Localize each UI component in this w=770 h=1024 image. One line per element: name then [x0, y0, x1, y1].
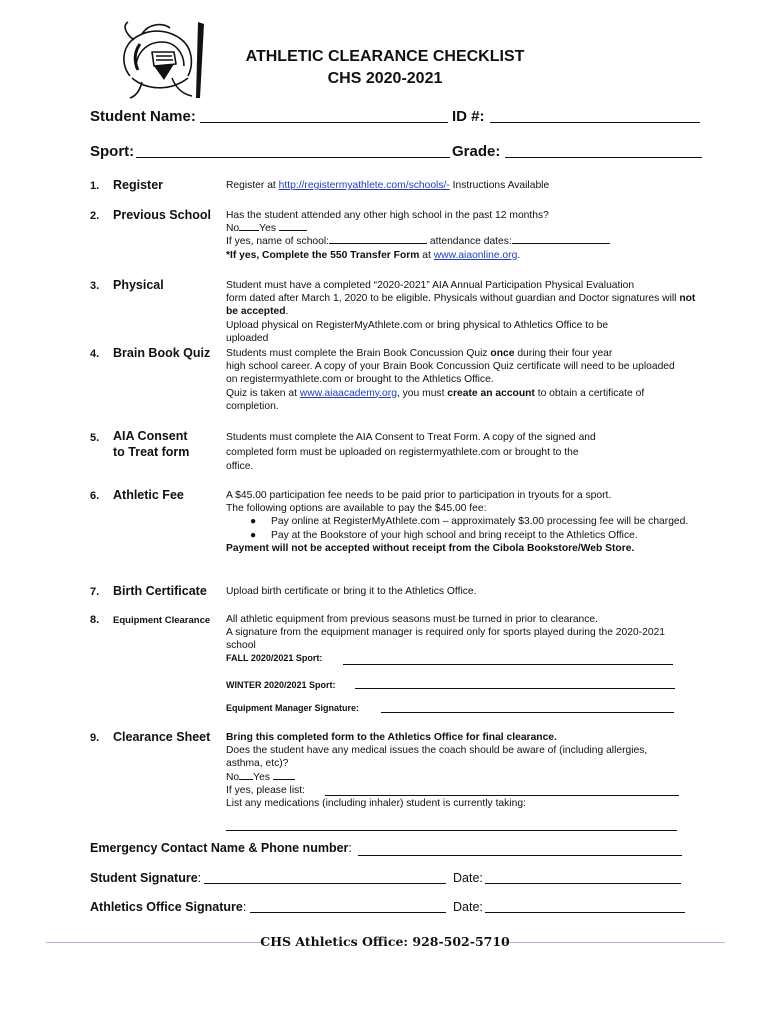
- item-number: 4.: [90, 348, 100, 360]
- student-signature-line[interactable]: [204, 883, 446, 884]
- emergency-contact-label: Emergency Contact Name & Phone number:: [90, 841, 352, 855]
- office-date-label: Date:: [453, 900, 483, 914]
- medications-line[interactable]: [226, 830, 677, 831]
- grade-label: Grade:: [452, 143, 501, 160]
- section-birth-certificate: Birth Certificate: [113, 584, 207, 598]
- student-date-line[interactable]: [485, 883, 681, 884]
- id-label: ID #:: [452, 108, 485, 125]
- school-name-blank[interactable]: [329, 243, 427, 244]
- student-name-label: Student Name:: [90, 108, 196, 125]
- winter-sport-line[interactable]: [355, 688, 675, 689]
- student-signature-label: Student Signature:: [90, 871, 202, 885]
- yes-blank[interactable]: [279, 230, 307, 231]
- id-line[interactable]: [490, 122, 700, 123]
- footer-office-phone: CHS Athletics Office: 928-502-5710: [260, 934, 510, 949]
- section-previous-school: Previous School: [113, 208, 211, 222]
- office-signature-line[interactable]: [250, 912, 446, 913]
- student-date-label: Date:: [453, 871, 483, 885]
- section-clearance-sheet: Clearance Sheet: [113, 730, 211, 744]
- item-number: 6.: [90, 490, 100, 502]
- section-athletic-fee: Athletic Fee: [113, 488, 184, 502]
- aia-consent-text: Students must complete the AIA Consent to Treat Form. A copy of the signed and completed form must be uploaded on registermyathlete.com or brought to the office.: [226, 432, 596, 472]
- equipment-text: All athletic equipment from previous seasons must be turned in prior to clearance. A signature from the equipment manager is required only for sports played during the 2020-2021 school: [226, 614, 666, 652]
- item-number: 7.: [90, 586, 100, 598]
- clearance-text: Bring this completed form to the Athletics Office for final clearance. Does the student have any medical issues the coach should be aware of (including allergies, asthma, etc)? No Yes If yes, please list: List any medications (including inhaler) student is currently taking:: [226, 732, 648, 810]
- register-text: Register at http://registermyathlete.com/schools/- Instructions Available: [226, 180, 550, 191]
- student-name-line[interactable]: [200, 122, 448, 123]
- athletic-fee-text: A $45.00 participation fee needs to be paid prior to participation in tryouts for a sport. The following options are available to pay the $45.00 fee: ● Pay online at RegisterMyAthlete.com – approximately $3.00 processing fee will be charged. ● Pay at the Bookstore of your high school and bring receipt to the Athletics Office. Payment will not be accepted without receipt from the Cibola Bookstore/Web Store.: [226, 490, 689, 554]
- item-number: 1.: [90, 180, 100, 192]
- brain-book-text: Students must complete the Brain Book Concussion Quiz once during their four year high school career. A copy of your Brain Book Concussion Quiz certificate will need to be uploaded on registermyathlete.com or brought to the Athletics Office. Quiz is taken at www.aiaacademy.org, you must create an account to obtain a certificate of completion.: [226, 348, 675, 412]
- medical-list-line[interactable]: [325, 795, 679, 796]
- form-subtitle: CHS 2020-2021: [327, 70, 443, 87]
- sport-label: Sport:: [90, 143, 135, 160]
- item-number: 2.: [90, 210, 100, 222]
- section-equipment-clearance: Equipment Clearance: [113, 615, 211, 626]
- attendance-dates-blank[interactable]: [512, 243, 610, 244]
- fall-sport-label: FALL 2020/2021 Sport:: [226, 653, 323, 663]
- winter-sport-label: WINTER 2020/2021 Sport:: [226, 680, 336, 690]
- section-register: Register: [113, 178, 164, 192]
- item-number: 8.: [90, 614, 100, 626]
- aiaonline-link[interactable]: www.aiaonline.org: [433, 249, 518, 261]
- section-physical: Physical: [113, 278, 164, 292]
- equipment-manager-line[interactable]: [381, 712, 674, 713]
- section-aia-consent-line2: to Treat form: [113, 445, 190, 459]
- birth-certificate-text: Upload birth certificate or bring it to the Athletics Office.: [226, 586, 477, 597]
- section-brain-book-quiz: Brain Book Quiz: [113, 346, 211, 360]
- fall-sport-line[interactable]: [343, 664, 673, 665]
- equipment-manager-label: Equipment Manager Signature:: [226, 703, 360, 713]
- office-signature-label: Athletics Office Signature:: [90, 900, 247, 914]
- office-date-line[interactable]: [485, 912, 685, 913]
- section-aia-consent: AIA Consent: [113, 429, 188, 443]
- emergency-contact-line[interactable]: [358, 855, 682, 856]
- aiaacademy-link[interactable]: www.aiaacademy.org: [299, 387, 397, 399]
- register-link[interactable]: http://registermyathlete.com/schools/-: [278, 180, 450, 191]
- physical-text: Student must have a completed “2020-2021” AIA Annual Participation Physical Evaluation form dated after March 1, 2020 to be eligible. Physicals without guardian and Doctor signatures will not be accepted. Upload physical on RegisterMyAthlete.com or bring physical to Athletics Office to be uploaded: [226, 280, 696, 344]
- medical-yes-blank[interactable]: [273, 779, 295, 780]
- sport-line[interactable]: [136, 157, 450, 158]
- item-number: 9.: [90, 732, 100, 744]
- item-number: 5.: [90, 432, 100, 444]
- grade-line[interactable]: [505, 157, 702, 158]
- item-number: 3.: [90, 280, 100, 292]
- form-title: ATHLETIC CLEARANCE CHECKLIST: [245, 48, 525, 65]
- previous-school-text: Has the student attended any other high school in the past 12 months? No Yes If yes, name of school: attendance dates: *If yes, Complete the 550 Transfer Form at www.aiaonline.org.: [226, 209, 746, 262]
